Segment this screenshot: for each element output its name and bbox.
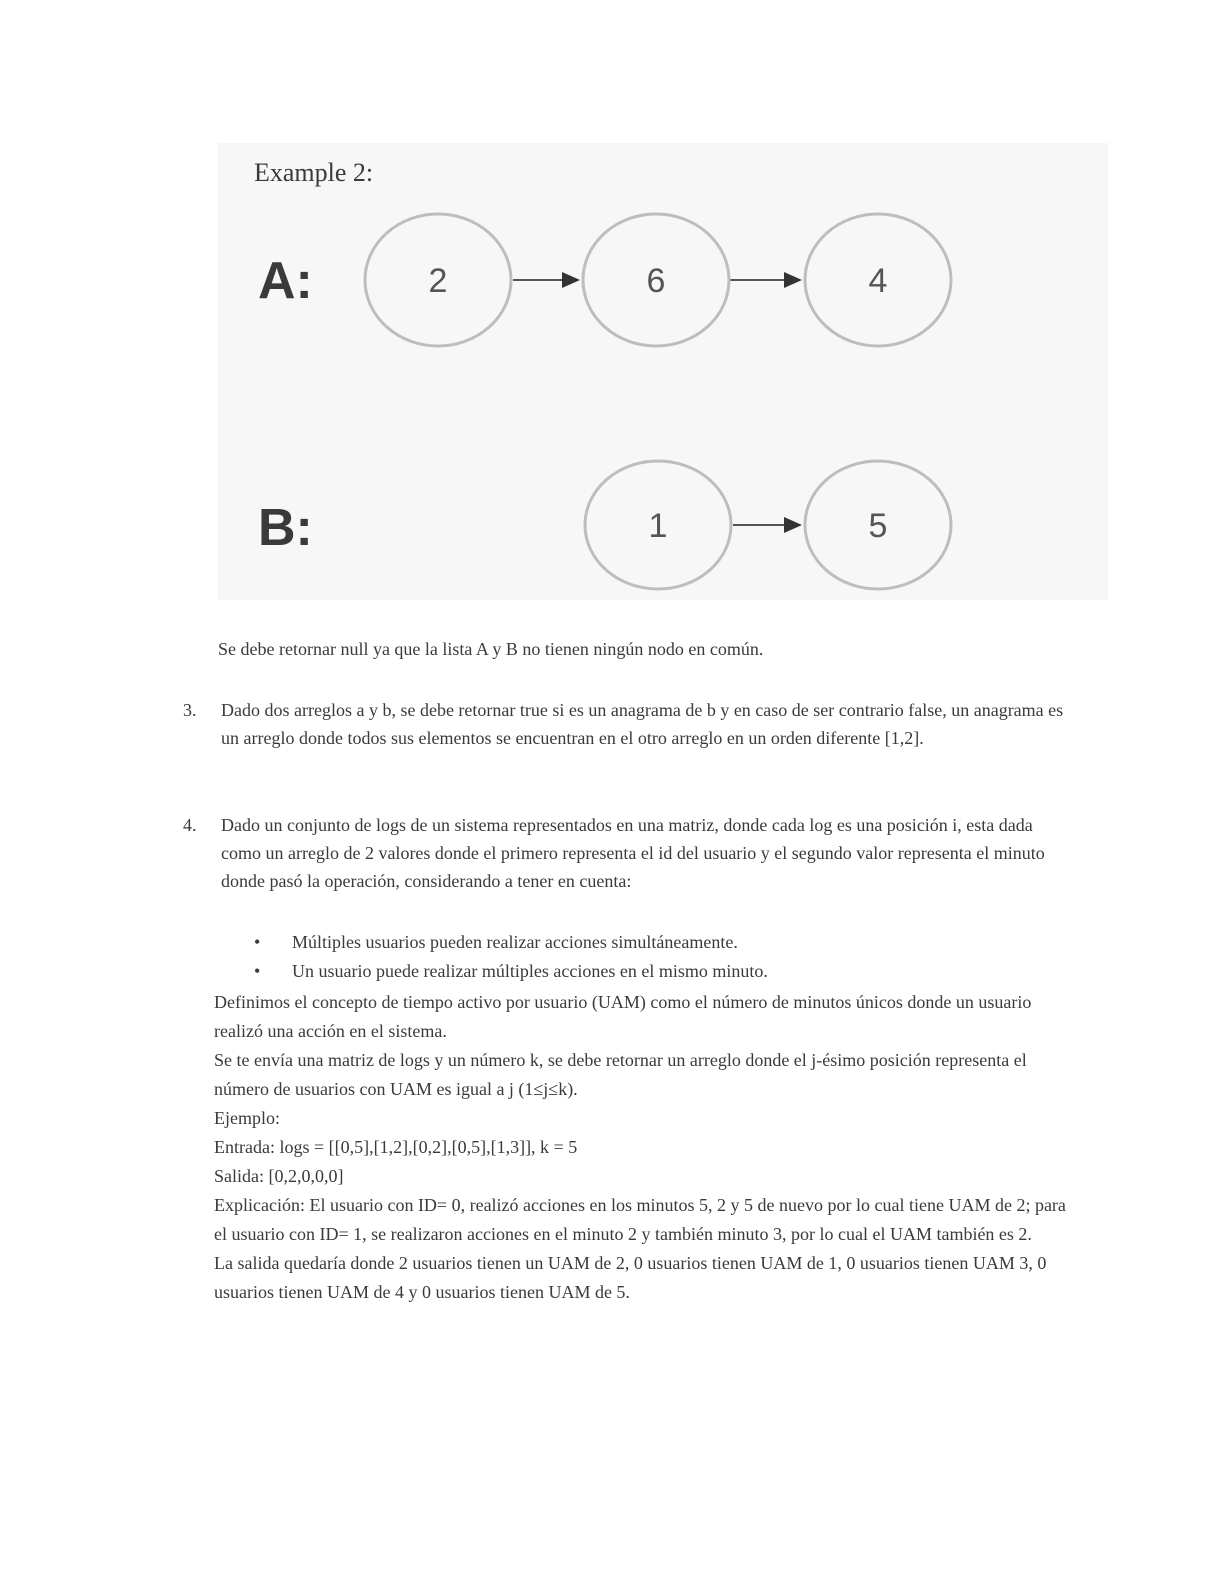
- problem-4-conditions: [252, 928, 1072, 986]
- problem-4-text: Dado un conjunto de logs de un sistema representados en una matriz, donde cada log es una posición i, esta dada como un arreglo de 2 valores donde el primero representa el id del usuario y el segundo valor representa el minuto donde pasó la operación, considerando a tener en cuenta:: [221, 815, 1045, 891]
- condition-item: [252, 928, 1072, 957]
- node-a-2-value: 6: [646, 262, 666, 300]
- node-b-1-value: 1: [648, 507, 668, 545]
- row-a-label: A:: [258, 252, 313, 310]
- bullet-mark: •: [254, 932, 261, 952]
- condition-text: Múltiples usuarios pueden realizar acciones simultáneamente.: [292, 932, 738, 952]
- figure-caption: Se debe retornar null ya que la lista A y B no tienen ningún nodo en común.: [218, 639, 764, 659]
- example-conclusion: La salida quedaría donde 2 usuarios tienen un UAM de 2, 0 usuarios tienen UAM de 1, 0 usuarios tienen UAM 3, 0 usuarios tienen UAM de 4 y 0 usuarios tienen UAM de 5.: [214, 1253, 1047, 1302]
- problem-4-body: [214, 988, 1074, 1307]
- task-description: Se te envía una matriz de logs y un número k, se debe retornar un arreglo donde el j-ésimo posición representa el número de usuarios con UAM es igual a j (1≤j≤k).: [214, 1050, 1027, 1099]
- problem-3: [183, 696, 1073, 752]
- bullet-mark: •: [254, 961, 261, 981]
- linked-list-figure: [218, 143, 1108, 600]
- node-b-2-value: 5: [868, 507, 888, 545]
- problem-4: [183, 811, 1073, 895]
- problem-3-text: Dado dos arreglos a y b, se debe retornar true si es un anagrama de b y en caso de ser contrario false, un anagrama es un arreglo donde todos sus elementos se encuentran en el otro arreglo en un orden diferente [1,2].: [221, 700, 1064, 748]
- example-output: Salida: [0,2,0,0,0]: [214, 1166, 344, 1186]
- uam-definition: Definimos el concepto de tiempo activo por usuario (UAM) como el número de minutos únicos donde un usuario realizó una acción en el sistema.: [214, 992, 1032, 1041]
- example-explanation: Explicación: El usuario con ID= 0, realizó acciones en los minutos 5, 2 y 5 de nuevo por lo cual tiene UAM de 2; para el usuario con ID= 1, se realizaron acciones en el minuto 2 y también minuto 3, por lo cual el UAM también es 2.: [214, 1195, 1066, 1244]
- condition-text: Un usuario puede realizar múltiples acciones en el mismo minuto.: [292, 961, 768, 981]
- figure-canvas: [218, 143, 1108, 600]
- node-a-1-value: 2: [428, 262, 448, 300]
- problem-3-number: 3.: [183, 700, 197, 720]
- node-a-3-value: 4: [868, 262, 888, 300]
- row-b-label: B:: [258, 499, 313, 557]
- figure-title: Example 2:: [254, 158, 374, 187]
- example-heading: Ejemplo:: [214, 1108, 280, 1128]
- example-input: Entrada: logs = [[0,5],[1,2],[0,2],[0,5],[1,3]], k = 5: [214, 1137, 578, 1157]
- condition-item: [252, 957, 1072, 986]
- problem-4-number: 4.: [183, 815, 197, 835]
